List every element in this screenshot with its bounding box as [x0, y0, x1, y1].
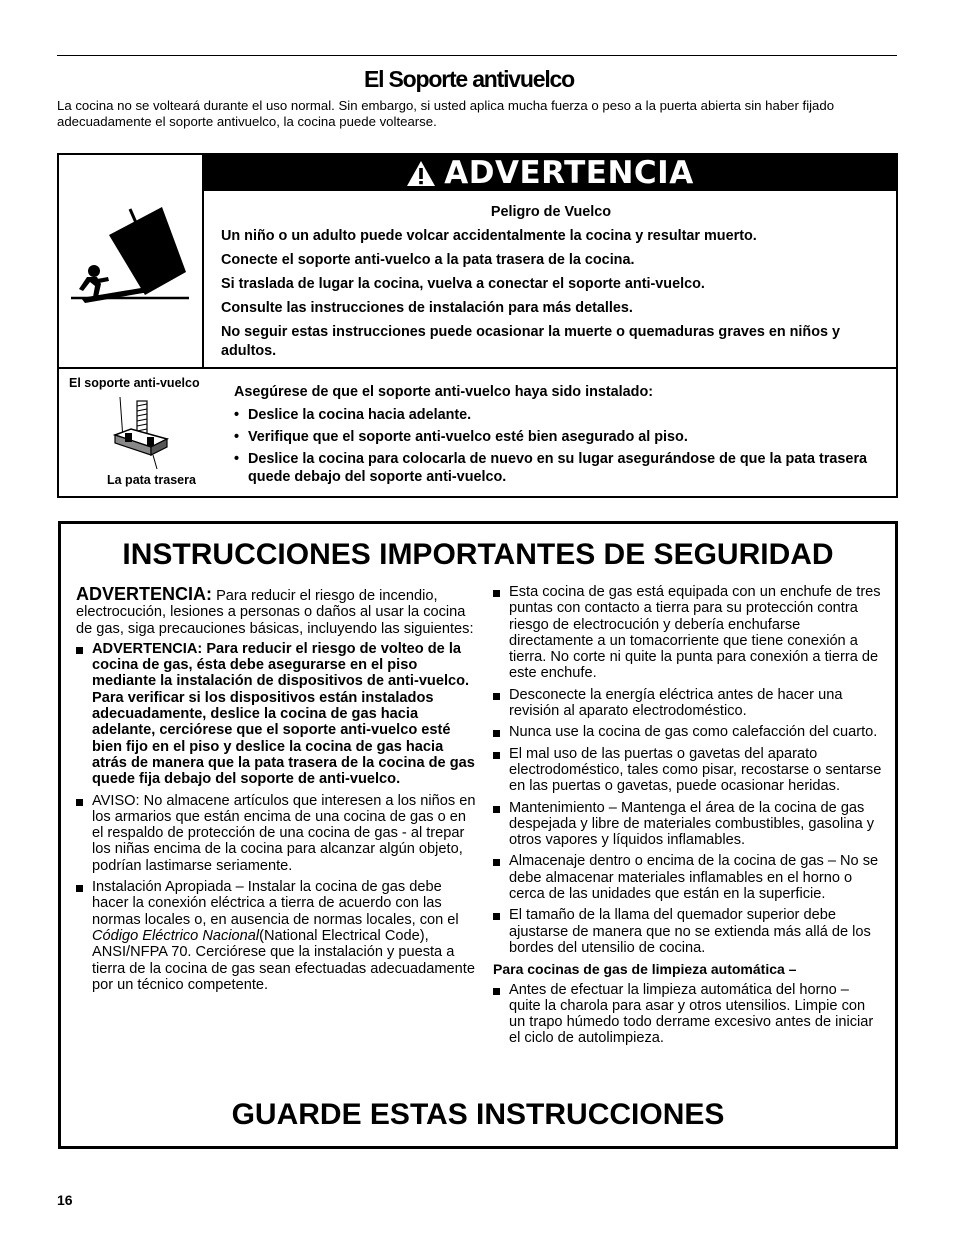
check-item: • Deslice la cocina hacia adelante. — [234, 406, 884, 424]
square-bullet-icon — [76, 647, 83, 654]
safety-instructions-box — [58, 521, 898, 1149]
check-item: • Deslice la cocina para colocarla de nuevo en su lugar asegurándose de que la pata trasera quede debajo del soporte anti-vuelco. — [234, 450, 884, 486]
square-bullet-icon — [493, 913, 500, 920]
lead-text: Para reducir el riesgo de incendio, electrocución, lesiones a personas o daños al usar la cocina de gas, siga precauciones básicas, incluyendo las siguientes: — [76, 588, 474, 637]
item-label: AVISO: — [92, 792, 140, 809]
check-instructions — [234, 383, 884, 490]
warning-line: No seguir estas instrucciones puede ocasionar la muerte o quemaduras graves en niños y adultos. — [221, 324, 841, 359]
list-item — [493, 724, 883, 740]
item-text: Mantenimiento – Mantenga el área de la cocina de gas despejada y libre de materiales combustibles, gasolina y otros vapores y líquidos inflamables. — [509, 799, 875, 849]
item-text: Nunca use la cocina de gas como calefacción del cuarto. — [509, 724, 878, 741]
list-item — [493, 907, 883, 956]
item-italic: Código Eléctrico Nacional — [92, 927, 260, 944]
anti-tip-bracket-icon — [111, 395, 175, 471]
save-instructions-title: GUARDE ESTAS INSTRUCCIONES — [231, 1098, 725, 1131]
check-list — [234, 406, 884, 486]
square-bullet-icon — [493, 859, 500, 866]
right-column — [493, 584, 883, 1052]
warning-text — [221, 203, 881, 366]
list-item — [76, 641, 476, 788]
square-bullet-icon — [493, 693, 500, 700]
square-bullet-icon — [76, 799, 83, 806]
safety-title: INSTRUCCIONES IMPORTANTES DE SEGURIDAD — [122, 538, 834, 571]
top-rule — [57, 55, 897, 56]
item-text: No almacene artículos que interesen a los niños en los armarios que están encima de una cocina de gas o en el respaldo de protección de una cocina de gas - al trepar los niñas encima de la cocina para alcanzar algún objeto, podrían lastimarse seriamente. — [92, 792, 476, 874]
intro-paragraph: La cocina no se volteará durante el uso normal. Sin embargo, si usted aplica mucha fuerza o peso a la puerta abierta sin haber fijado adecuadamente el soporte antivuelco, la cocina puede voltearse. — [57, 98, 835, 129]
list-item — [493, 584, 883, 682]
warning-title: ADVERTENCIA — [444, 155, 694, 191]
item-text: Esta cocina de gas está equipada con un enchufe de tres puntas con contacto a tierra para su protección contra riesgo de electrocución y debería enchufarse directamente a un tomacorriente que tiene conexión a tierra. No corte ni quite la punta para conexión a tierra de este enchufe. — [509, 584, 881, 682]
warning-line: Si traslada de lugar la cocina, vuelva a conectar el soporte anti-vuelco. — [221, 276, 705, 292]
tip-over-icon — [59, 155, 202, 367]
item-label: ADVERTENCIA: — [92, 640, 203, 657]
item-text: El mal uso de las puertas o gavetas del aparato electrodoméstico, tales como pisar, recostarse o sentarse en las puertas o gavetas, puede ocasionar heridas. — [509, 745, 882, 795]
leg-label: La pata trasera — [107, 473, 196, 487]
check-item: • Verifique que el soporte anti-vuelco esté bien asegurado al piso. — [234, 428, 884, 446]
section-title: El Soporte antivuelco — [364, 66, 574, 92]
list-item — [493, 853, 883, 902]
list-item — [493, 800, 883, 849]
warning-line: Consulte las instrucciones de instalación para más detalles. — [221, 300, 633, 316]
item-text: Instalación Apropiada – Instalar la cocina de gas debe hacer la conexión eléctrica a tierra de acuerdo con las normas locales o, en ausencia de normas locales, con el — [92, 879, 459, 928]
square-bullet-icon — [493, 806, 500, 813]
list-item — [493, 687, 883, 720]
square-bullet-icon — [76, 885, 83, 892]
square-bullet-icon — [493, 752, 500, 759]
warning-box — [57, 153, 898, 498]
check-intro: Asegúrese de que el soporte anti-vuelco haya sido instalado: — [234, 384, 654, 400]
warning-triangle-icon — [406, 160, 436, 187]
square-bullet-icon — [493, 988, 500, 995]
tip-over-illustration — [59, 155, 204, 367]
bracket-label: El soporte anti-vuelco — [69, 376, 200, 390]
list-item — [76, 793, 476, 874]
item-text: Antes de efectuar la limpieza automática del horno – quite la charola para asar y otros utensilios. Limpie con un trapo húmedo todo derrame excesivo antes de iniciar el ciclo de autolimpieza. — [509, 981, 874, 1047]
left-column — [76, 586, 476, 998]
list-item — [76, 879, 476, 993]
item-text: Desconecte la energía eléctrica antes de hacer una revisión al aparato electrodoméstico. — [509, 686, 843, 720]
item-text: (National Electrical Code), ANSI/NFPA 70. Cerciórese que la instalación y puesta a tierra de la cocina de gas sean efectuadas adecuadamente por un técnico competente. — [92, 927, 475, 993]
warning-line: Un niño o un adulto puede volcar accidentalmente la cocina y resultar muerto. — [221, 228, 757, 244]
warning-header — [204, 155, 896, 191]
list-item — [493, 746, 883, 795]
lead-label: ADVERTENCIA: — [76, 584, 213, 604]
lead-paragraph — [76, 586, 476, 637]
warning-divider — [59, 367, 896, 369]
item-text: Almacenaje dentro o encima de la cocina de gas – No se debe almacenar materiales inflamables en el horno o cerca de las unidades que están en la superficie. — [509, 853, 879, 903]
page-number: 16 — [57, 1192, 73, 1208]
item-text: El tamaño de la llama del quemador superior debe ajustarse de manera que no se extienda más allá de los bordes del utensilio de cocina. — [509, 907, 871, 956]
square-bullet-icon — [493, 590, 500, 597]
hazard-title: Peligro de Vuelco — [490, 204, 612, 220]
list-item — [493, 982, 883, 1047]
item-text: Para reducir el riesgo de volteo de la cocina de gas, ésta debe asegurarse en el piso mediante la instalación de dispositivos de anti-vuelco. Para verificar si los dispositivos están instalados adecuadamente, deslice la cocina de gas hacia adelante, cerciórese que el soporte anti-vuelco esté bien fijo en el piso y deslice la cocina de gas hacia atrás de manera que la pata trasera de la cocina de gas quede fija debajo del soporte de anti-vuelco. — [92, 640, 475, 788]
warning-line: Conecte el soporte anti-vuelco a la pata trasera de la cocina. — [221, 252, 635, 268]
square-bullet-icon — [493, 730, 500, 737]
self-clean-heading: Para cocinas de gas de limpieza automática – — [493, 961, 797, 978]
